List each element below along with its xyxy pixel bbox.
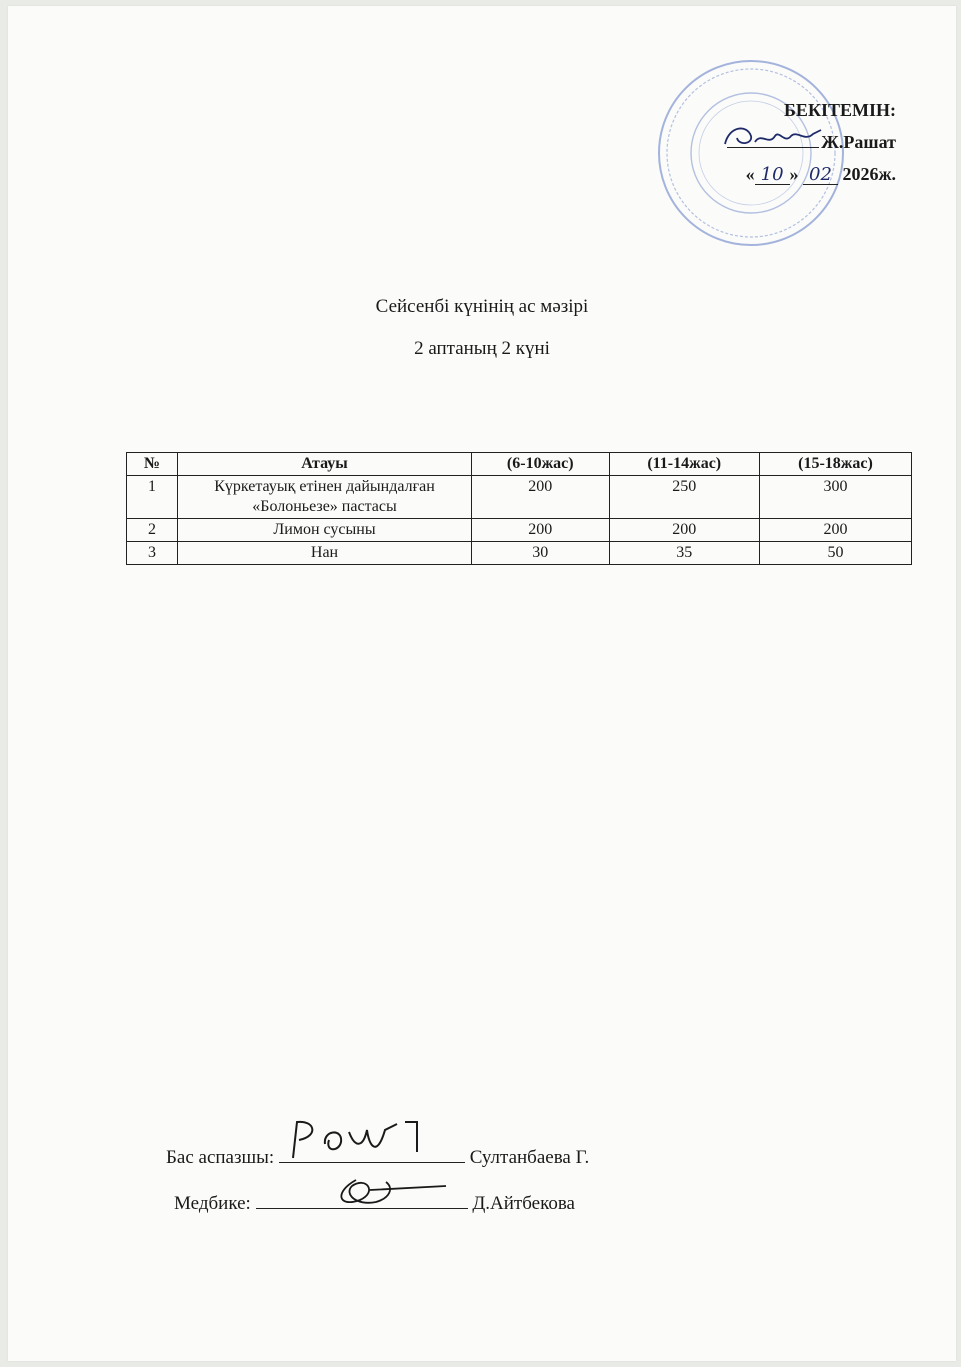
date-open-quote: « (745, 164, 755, 184)
chef-signature-line (166, 1144, 589, 1169)
header-name: Атауы (178, 453, 472, 476)
table-header-row (127, 453, 912, 476)
row-name: Нан (178, 542, 472, 565)
row-portion-11-14: 35 (609, 542, 759, 565)
approval-name: Ж.Рашат (821, 132, 896, 152)
approval-block (727, 94, 896, 190)
row-portion-11-14: 250 (609, 476, 759, 519)
header-age-11-14: (11-14жас) (609, 453, 759, 476)
row-number: 3 (127, 542, 178, 565)
table-row (127, 476, 912, 519)
nurse-signature (326, 1172, 466, 1212)
row-portion-6-10: 200 (472, 519, 610, 542)
table-row (127, 542, 912, 565)
row-name: Күркетауық етінен дайындалған «Болоньезе» пастасы (178, 476, 472, 519)
chef-signature (285, 1118, 455, 1164)
header-age-6-10: (6-10жас) (472, 453, 610, 476)
row-portion-15-18: 300 (759, 476, 911, 519)
nurse-name: Д.Айтбекова (472, 1193, 575, 1214)
header-age-15-18: (15-18жас) (759, 453, 911, 476)
approval-signature-blank (727, 129, 819, 148)
chef-signature-blank (279, 1144, 465, 1163)
approval-heading: БЕКІТЕМІН: (784, 100, 896, 120)
row-number: 1 (127, 476, 178, 519)
chef-label: Бас аспазшы: (166, 1147, 275, 1168)
chef-name: Султанбаева Г. (469, 1147, 590, 1168)
header-number: № (127, 453, 178, 476)
nurse-signature-line (174, 1190, 575, 1215)
row-portion-6-10: 30 (472, 542, 610, 565)
row-number: 2 (127, 519, 178, 542)
row-portion-6-10: 200 (472, 476, 610, 519)
approval-signature (717, 120, 827, 156)
row-portion-15-18: 50 (759, 542, 911, 565)
date-day: 10 (755, 166, 790, 185)
approval-date (727, 158, 896, 190)
date-close-quote: » (789, 164, 799, 184)
nurse-label: Медбике: (174, 1193, 251, 1214)
menu-subtitle: 2 аптаның 2 күні (414, 338, 550, 359)
table-row (127, 519, 912, 542)
menu-title: Сейсенбі күнінің ас мәзірі (375, 296, 589, 317)
date-year: 2026ж. (842, 164, 896, 184)
row-name: Лимон сусыны (178, 519, 472, 542)
nurse-signature-blank (256, 1190, 468, 1209)
document-page (8, 6, 956, 1361)
approval-signature-line (727, 126, 896, 158)
row-portion-15-18: 200 (759, 519, 911, 542)
date-month: 02 (803, 166, 838, 185)
menu-table (126, 452, 912, 565)
row-portion-11-14: 200 (609, 519, 759, 542)
